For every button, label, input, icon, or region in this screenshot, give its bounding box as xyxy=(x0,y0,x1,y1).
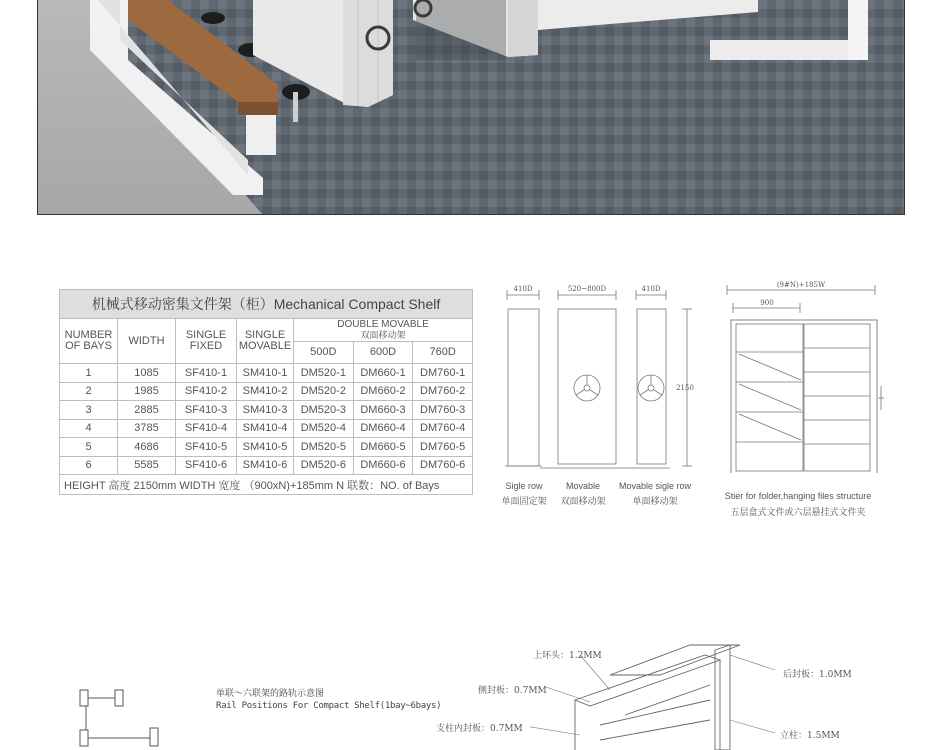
label-column: 立柱：1.5MM xyxy=(780,731,840,741)
table-cell: 5585 xyxy=(118,456,176,475)
table-cell: DM760-1 xyxy=(413,364,473,383)
header-depth-600d: 600D xyxy=(353,342,413,364)
caption-movable-cn: 双面移动架 xyxy=(560,496,606,506)
table-cell: DM520-5 xyxy=(294,438,354,457)
table-row xyxy=(60,364,473,383)
header-number-of-bays: NUMBER OF BAYS xyxy=(60,319,118,364)
header-width: WIDTH xyxy=(118,319,176,364)
shelf-dimension-drawings xyxy=(495,278,895,473)
table-cell: 3785 xyxy=(118,419,176,438)
table-cell: 4686 xyxy=(118,438,176,457)
table-cell: 5 xyxy=(60,438,118,457)
caption-movable-single-row xyxy=(615,481,695,507)
table-cell: 6 xyxy=(60,456,118,475)
caption-single-row-en: Sigle row xyxy=(505,481,543,491)
table-cell: DM660-4 xyxy=(353,419,413,438)
dim-410d-left: 410D xyxy=(513,285,533,293)
table-row xyxy=(60,401,473,420)
header-double-movable-en: DOUBLE MOVABLE xyxy=(337,319,429,330)
label-back-panel: 后封板：1.0MM xyxy=(783,670,852,680)
caption-movable xyxy=(558,481,608,507)
table-row xyxy=(60,419,473,438)
caption-movable-single-en: Movable sigle row xyxy=(618,481,692,491)
table-row xyxy=(60,456,473,475)
table-cell: DM760-3 xyxy=(413,401,473,420)
caption-single-row xyxy=(499,481,549,507)
mechanical-compact-shelf-spec-table xyxy=(59,289,473,495)
rail-diagram-title: 单联～六联架的路轨示意图 xyxy=(216,688,325,698)
table-cell: DM760-6 xyxy=(413,456,473,475)
table-cell: 1085 xyxy=(118,364,176,383)
table-cell: DM660-5 xyxy=(353,438,413,457)
table-cell: DM520-6 xyxy=(294,456,354,475)
table-row xyxy=(60,438,473,457)
table-cell: SM410-6 xyxy=(237,456,294,475)
header-depth-760d: 760D xyxy=(413,342,473,364)
table-cell: SM410-5 xyxy=(237,438,294,457)
table-cell: DM520-3 xyxy=(294,401,354,420)
table-cell: SM410-1 xyxy=(237,364,294,383)
table-cell: DM520-2 xyxy=(294,382,354,401)
dim-900: 900 xyxy=(760,299,774,307)
table-cell: SM410-4 xyxy=(237,419,294,438)
label-column-inner-panel: 支柱内封板：0.7MM xyxy=(436,724,523,734)
dim-total-width: (9#N)+185W xyxy=(776,281,826,289)
table-cell: DM520-4 xyxy=(294,419,354,438)
caption-movable-en: Movable xyxy=(565,481,601,491)
table-cell: DM760-5 xyxy=(413,438,473,457)
table-cell: 4 xyxy=(60,419,118,438)
table-cell: 2885 xyxy=(118,401,176,420)
table-cell: SM410-3 xyxy=(237,401,294,420)
caption-stier-cn: 五层盒式文件或六层悬挂式文件夹 xyxy=(730,507,866,517)
table-cell: 1985 xyxy=(118,382,176,401)
table-cell: DM660-2 xyxy=(353,382,413,401)
table-cell: SF410-3 xyxy=(176,401,237,420)
table-cell: DM520-1 xyxy=(294,364,354,383)
table-cell: SF410-5 xyxy=(176,438,237,457)
table-cell: 1 xyxy=(60,364,118,383)
table-cell: 3 xyxy=(60,401,118,420)
table-cell: 2 xyxy=(60,382,118,401)
table-cell: SM410-2 xyxy=(237,382,294,401)
header-depth-500d: 500D xyxy=(294,342,354,364)
caption-stier-en: Stier for folder,hanging files structure xyxy=(724,491,872,501)
header-double-movable xyxy=(294,319,473,342)
caption-movable-single-cn: 单面移动架 xyxy=(632,496,678,506)
header-double-movable-cn: 双面移动架 xyxy=(360,330,406,340)
table-cell: SF410-1 xyxy=(176,364,237,383)
rail-diagram-subtitle: Rail Positions For Compact Shelf(1bay~6bays) xyxy=(216,701,442,711)
table-cell: SF410-2 xyxy=(176,382,237,401)
dim-height-2150: 2150 xyxy=(676,384,694,392)
table-cell: DM660-1 xyxy=(353,364,413,383)
header-single-movable: SINGLE MOVABLE xyxy=(237,319,294,364)
label-top-ring: 上环头：1.2MM xyxy=(533,651,602,661)
table-cell: DM760-2 xyxy=(413,382,473,401)
table-cell: SF410-6 xyxy=(176,456,237,475)
spec-table-title: 机械式移动密集文件架（柜）Mechanical Compact Shelf xyxy=(60,290,473,319)
dim-410d-right: 410D xyxy=(641,285,661,293)
compact-shelf-room-render xyxy=(37,0,905,215)
table-cell: DM760-4 xyxy=(413,419,473,438)
room-render-image xyxy=(38,0,905,215)
rail-position-diagram xyxy=(70,680,170,750)
caption-single-row-cn: 单面固定架 xyxy=(501,496,547,506)
spec-table-footer: HEIGHT 高度 2150mm WIDTH 宽度 （900xN)+185mm N 联数：NO. of Bays xyxy=(60,475,473,495)
table-cell: SF410-4 xyxy=(176,419,237,438)
table-cell: DM660-3 xyxy=(353,401,413,420)
table-row xyxy=(60,382,473,401)
header-single-fixed: SINGLE FIXED xyxy=(176,319,237,364)
table-cell: DM660-6 xyxy=(353,456,413,475)
dim-520-800d: 520~800D xyxy=(567,285,607,293)
caption-stier xyxy=(718,491,878,518)
label-side-panel: 侧封板：0.7MM xyxy=(478,686,547,696)
